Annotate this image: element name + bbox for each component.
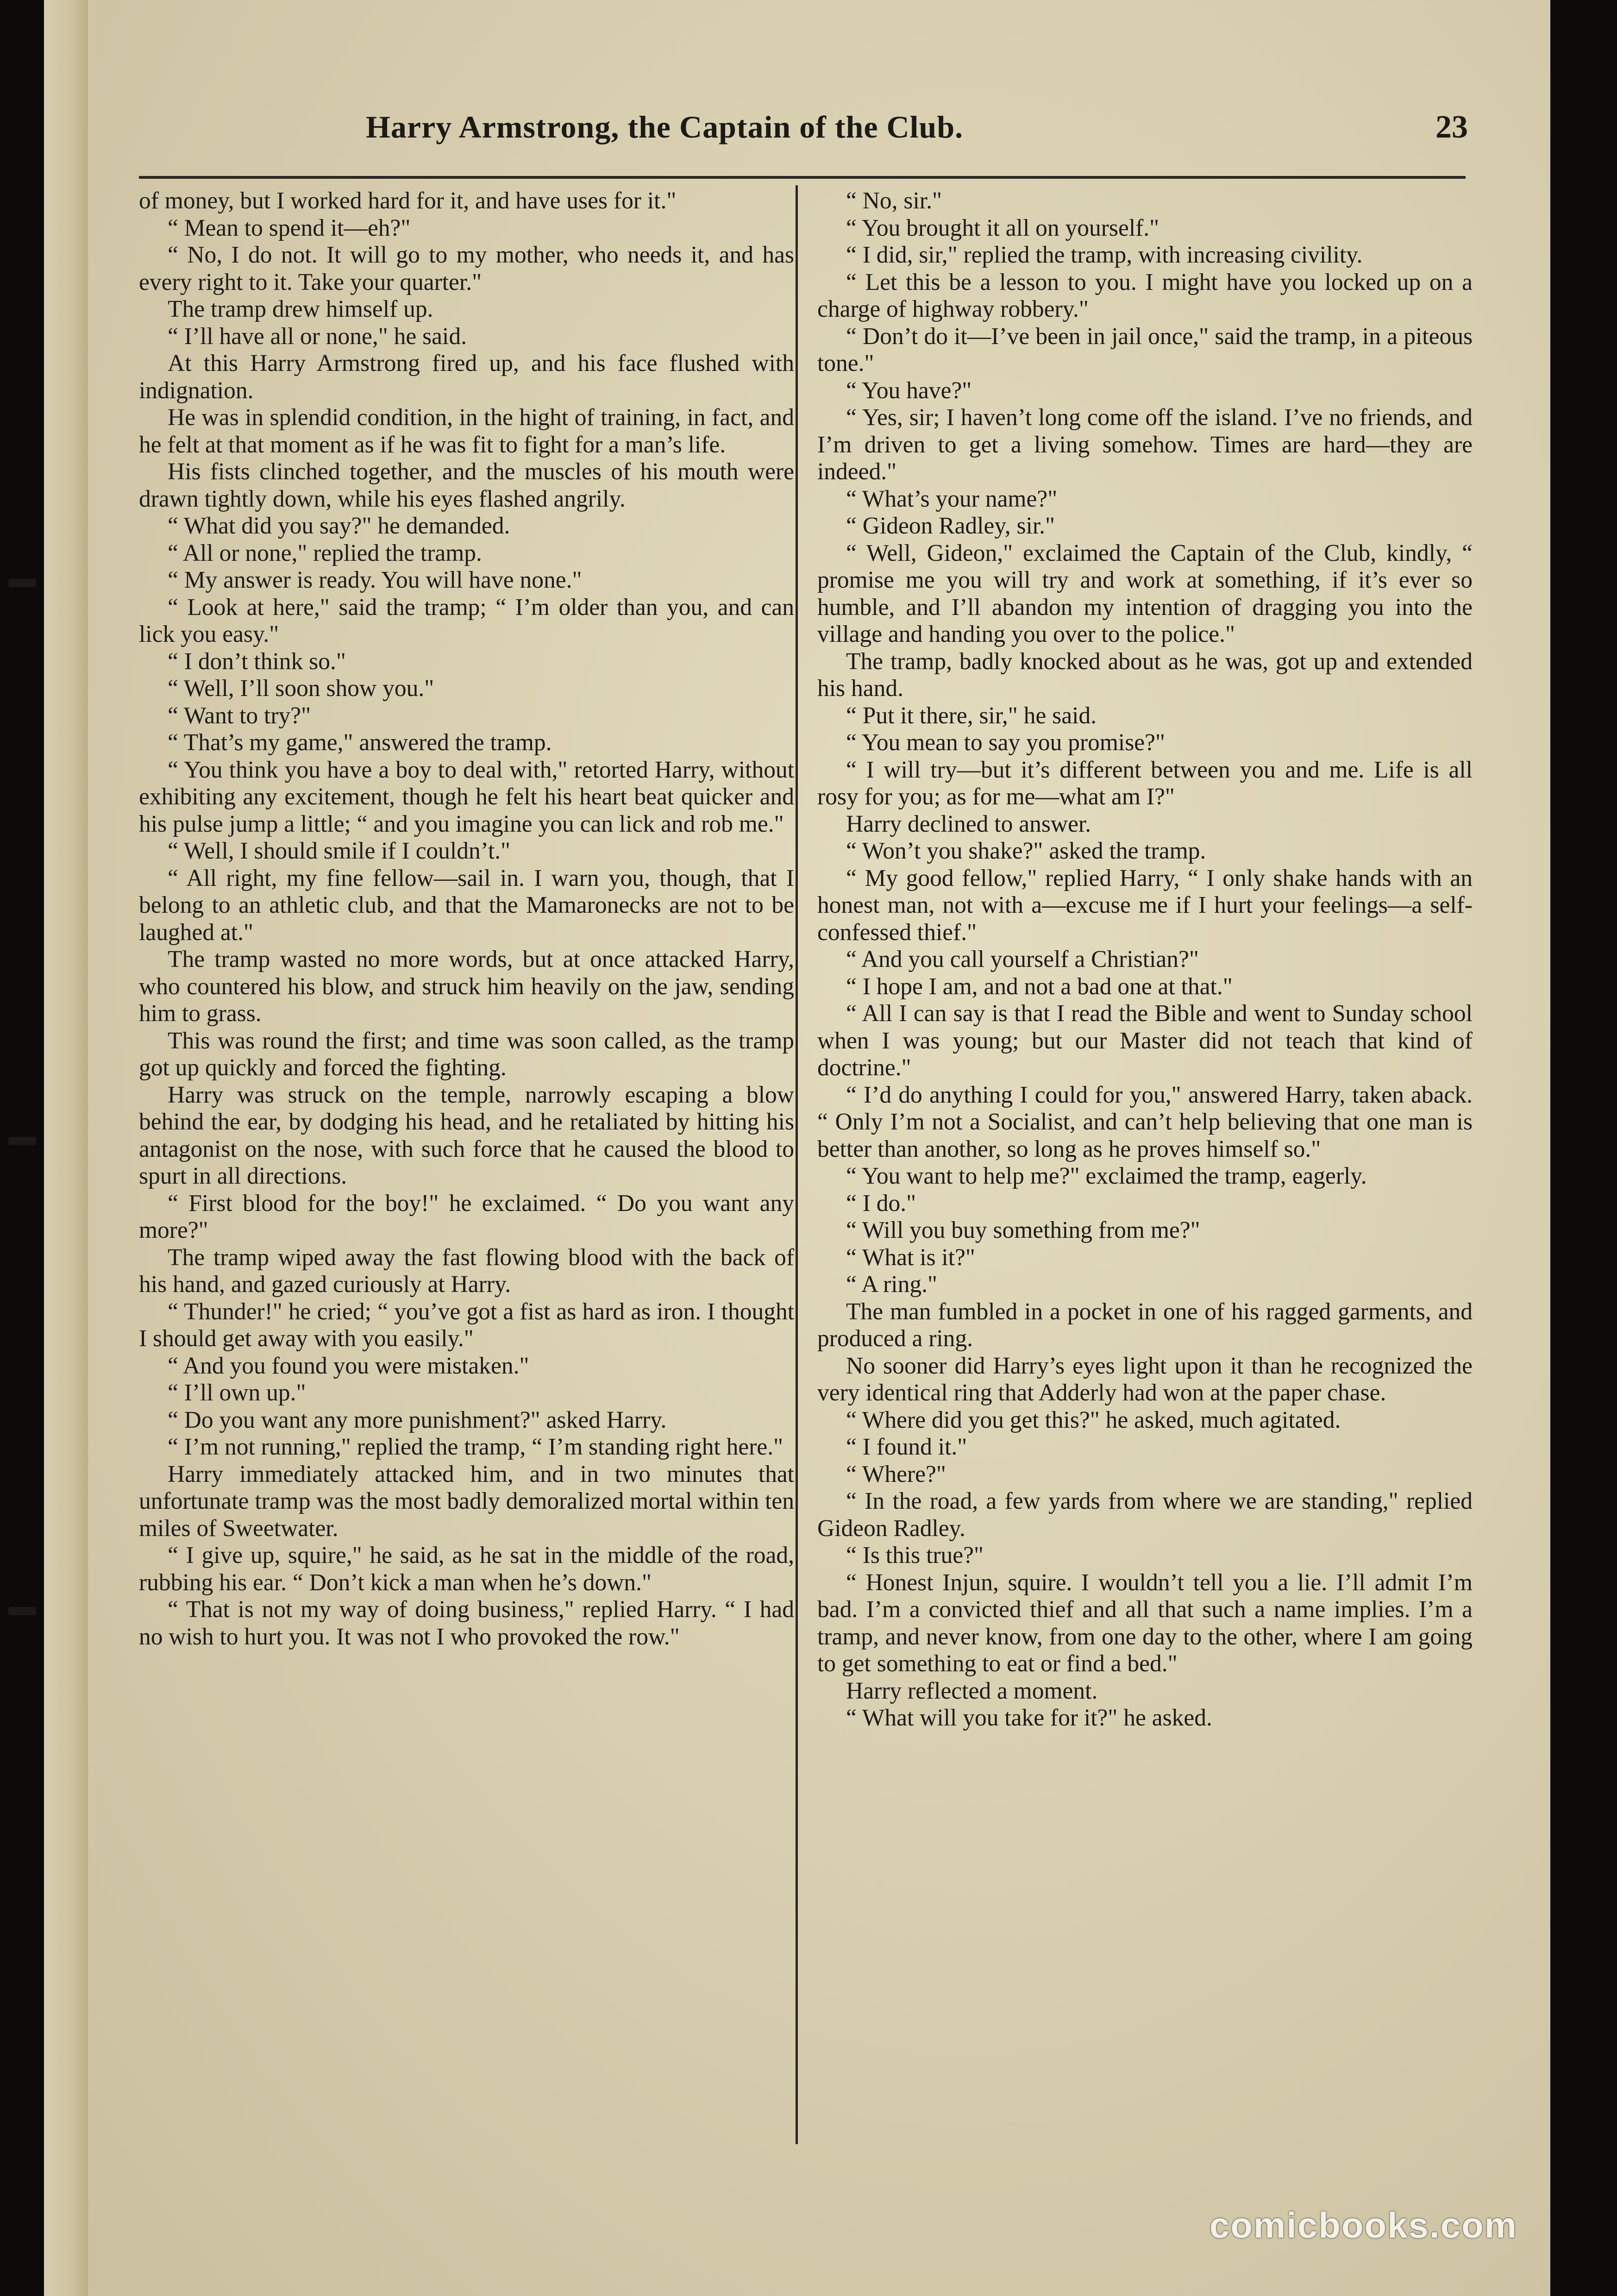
paragraph: His fists clinched together, and the muscles of his mouth were drawn tightly down, while his eyes flashed angrily. [139,458,794,512]
paragraph: This was round the first; and time was soon called, as the tramp got up quickly and forced the fighting. [139,1027,794,1081]
paragraph: “ That is not my way of doing business," replied Harry. “ I had no wish to hurt you. It was not I who provoked the row." [139,1596,794,1650]
paragraph: “ Do you want any more punishment?" asked Harry. [168,1406,667,1433]
paragraph: “ And you call yourself a Christian?" [846,946,1199,972]
paragraph: “ Well, I should smile if I couldn’t." [168,838,511,864]
binding-staple [8,1137,36,1145]
paragraph: The tramp wiped away the fast flowing blood with the back of his hand, and gazed curiously at Harry. [139,1244,794,1298]
paragraph: “ In the road, a few yards from where we are standing," replied Gideon Radley. [817,1488,1473,1542]
paragraph: “ What is it?" [846,1244,975,1271]
paragraph: “ Well, Gideon," exclaimed the Captain of the Club, kindly, “ promise me you will try and work at something, if it’s ever so humble, and I’ll abandon my intention of dragging you into the village and handing you over to the police." [817,539,1473,647]
paragraph: “ I did, sir," replied the tramp, with increasing civility. [846,242,1363,268]
paragraph: “ Where did you get this?" he asked, much agitated. [846,1406,1341,1433]
paragraph: “ I’m not running," replied the tramp, “ I’m standing right here." [168,1434,783,1460]
paragraph: “ Want to try?" [168,702,311,729]
paragraph: “ Thunder!" he cried; “ you’ve got a fist as hard as iron. I thought I should get away with you easily." [139,1298,794,1352]
paragraph: “ Honest Injun, squire. I wouldn’t tell you a lie. I’ll admit I’m bad. I’m a convicted thief and all that such a name implies. I’m a tramp, and never know, from one day to the other, where I am going to get something to eat or find a bed." [817,1569,1473,1677]
paragraph: “ And you found you were mistaken." [168,1352,529,1379]
paragraph: “ You brought it all on yourself." [846,214,1159,241]
paragraph: “ My answer is ready. You will have none." [168,567,582,593]
page-header [366,109,1468,164]
paragraph: “ I’d do anything I could for you," answered Harry, taken aback. “ Only I’m not a Socialist, and can’t help believing that one man is better than another, so long as he proves himself so." [817,1081,1473,1162]
binding-gutter [44,0,88,2296]
paragraph: “ First blood for the boy!" he exclaimed. “ Do you want any more?" [139,1190,794,1243]
paragraph: “ All or none," replied the tramp. [168,539,482,566]
paragraph: “ I don’t think so." [168,648,346,675]
paragraph: “ Is this true?" [846,1542,984,1568]
paragraph: Harry declined to answer. [846,810,1091,837]
paragraph: “ Yes, sir; I haven’t long come off the island. I’ve no friends, and I’m driven to get a living somehow. Times are hard—they are indeed." [817,404,1473,485]
left-column [139,188,794,1650]
paragraph: “ Will you buy something from me?" [846,1217,1200,1243]
paragraph: “ What did you say?" he demanded. [168,513,510,539]
paragraph: The tramp drew himself up. [168,296,433,322]
paragraph: “ What will you take for it?" he asked. [846,1705,1212,1731]
running-head: Harry Armstrong, the Captain of the Club. [366,109,964,144]
paragraph: “ No, sir." [846,188,942,214]
paragraph: At this Harry Armstrong fired up, and his face flushed with indignation. [139,350,794,404]
column-divider [796,185,798,2144]
page-edge [1550,0,1584,2296]
paragraph: The man fumbled in a pocket in one of his ragged garments, and produced a ring. [817,1298,1473,1352]
paragraph: He was in splendid condition, in the hight of training, in fact, and he felt at that moment as if he was fit to fight for a man’s life. [139,404,794,458]
paragraph: “ Mean to spend it—eh?" [168,214,411,241]
paragraph: The tramp, badly knocked about as he was, got up and extended his hand. [817,648,1473,702]
paragraph: “ My good fellow," replied Harry, “ I only shake hands with an honest man, not with a—excuse me if I hurt your feelings—a self-confessed thief." [817,865,1473,946]
paragraph: Harry immediately attacked him, and in two minutes that unfortunate tramp was the most badly demoralized mortal within ten miles of Sweetwater. [139,1461,794,1542]
paragraph: “ Where?" [846,1461,946,1487]
paragraph: “ That’s my game," answered the tramp. [168,729,552,756]
paragraph: “ Well, I’ll soon show you." [168,675,434,702]
paragraph: “ All I can say is that I read the Bible and went to Sunday school when I was young; but our Master did not teach that kind of doctrine." [817,1000,1473,1081]
paragraph: “ I’ll have all or none," he said. [168,323,467,350]
paragraph: “ Look at here," said the tramp; “ I’m older than you, and can lick you easy." [139,594,794,647]
paragraph: “ No, I do not. It will go to my mother, who needs it, and has every right to it. Take your quarter." [139,242,794,295]
paragraph: “ Put it there, sir," he said. [846,702,1097,729]
paragraph: “ You want to help me?" exclaimed the tramp, eagerly. [846,1163,1367,1189]
paragraph: The tramp wasted no more words, but at once attacked Harry, who countered his blow, and struck him heavily on the jaw, sending him to grass. [139,946,794,1027]
right-column [817,188,1473,1732]
paragraph: “ You have?" [846,377,972,404]
paragraph: “ Let this be a lesson to you. I might have you locked up on a charge of highway robbery." [817,269,1473,322]
paragraph: “ I’ll own up." [168,1380,306,1406]
paragraph: “ You mean to say you promise?" [846,729,1166,756]
paragraph: “ I will try—but it’s different between you and me. Life is all rosy for you; as for me—what am I?" [817,756,1473,810]
paragraph: “ I do." [846,1190,916,1217]
paragraph: “ You think you have a boy to deal with," retorted Harry, without exhibiting any excitement, though he felt his heart beat quicker and his pulse jump a little; “ and you imagine you can lick and rob me." [139,756,794,837]
watermark: comicbooks.com [1209,2205,1517,2246]
paragraph: “ All right, my fine fellow—sail in. I warn you, though, that I belong to an athletic club, and that the Mamaronecks are not to be laughed at." [139,865,794,946]
paragraph: “ I give up, squire," he said, as he sat in the middle of the road, rubbing his ear. “ Don’t kick a man when he’s down." [139,1542,794,1596]
paragraph: Harry was struck on the temple, narrowly escaping a blow behind the ear, by dodging his head, and he retaliated by hitting his antagonist on the nose, with such force that he caused the blood to spurt in all directions. [139,1081,794,1189]
binding-staple [8,1607,36,1615]
page-number: 23 [1435,109,1468,145]
paragraph: “ I found it." [846,1434,967,1460]
binding-staple [8,579,36,587]
paragraph: of money, but I worked hard for it, and have uses for it." [139,188,677,214]
paragraph: “ I hope I am, and not a bad one at that." [846,973,1233,1000]
paragraph: “ A ring." [846,1271,937,1298]
paragraph: No sooner did Harry’s eyes light upon it than he recognized the very identical ring that Adderly had won at the paper chase. [817,1352,1473,1406]
paragraph: “ Won’t you shake?" asked the tramp. [846,838,1206,864]
paragraph: “ Don’t do it—I’ve been in jail once," said the tramp, in a piteous tone." [817,323,1473,376]
paragraph: Harry reflected a moment. [846,1677,1098,1704]
paragraph: “ Gideon Radley, sir." [846,513,1055,539]
paragraph: “ What’s your name?" [846,485,1058,512]
header-rule [139,176,1466,179]
